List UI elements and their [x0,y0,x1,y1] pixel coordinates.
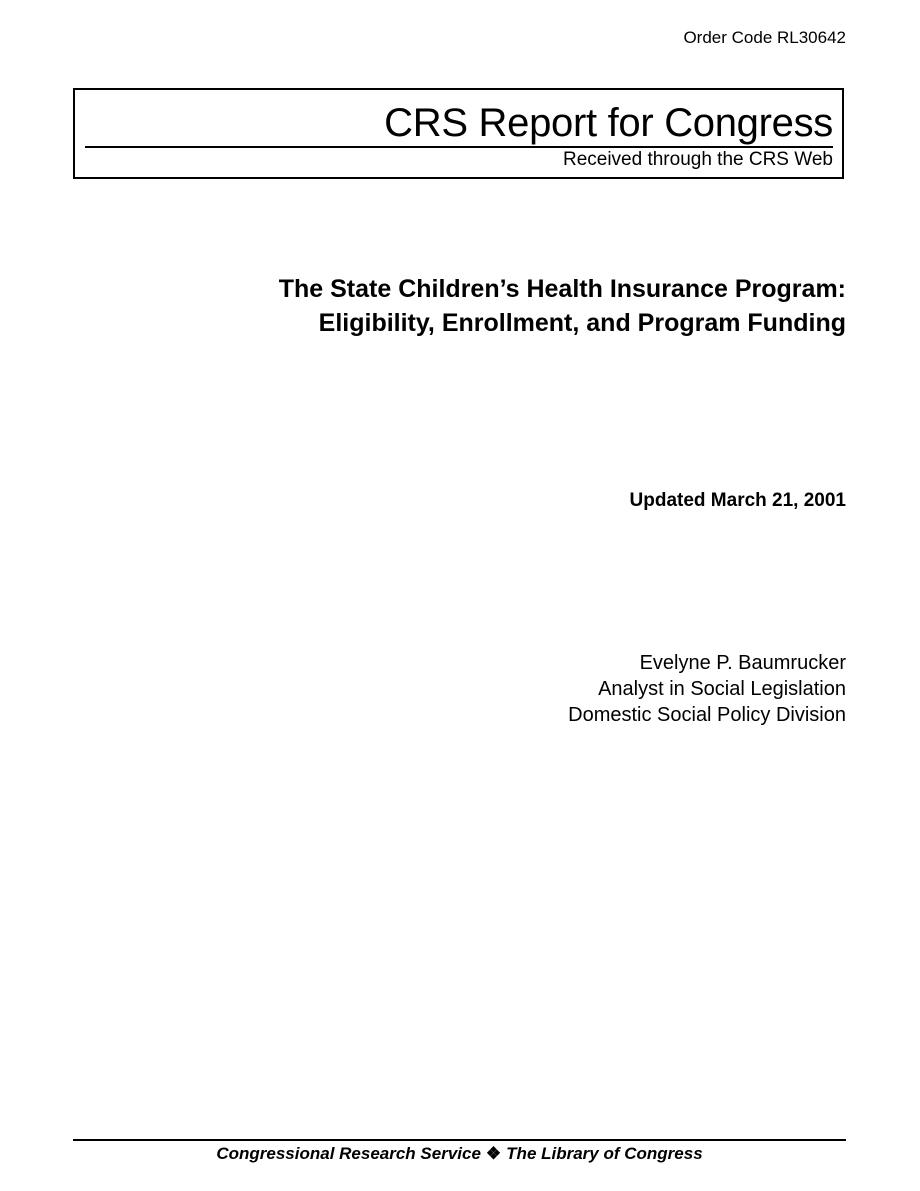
footer [73,1143,846,1165]
document-title-line-2: Eligibility, Enrollment, and Program Funding [318,309,846,337]
report-subtitle: Received through the CRS Web [562,149,833,170]
updated-date: Updated March 21, 2001 [629,490,846,511]
footer-separator-icon: ❖ [485,1144,502,1163]
report-header-box [73,88,844,179]
author-block [568,650,846,728]
footer-loc: The Library of Congress [506,1144,703,1163]
document-title [146,272,846,340]
author-name: Evelyne P. Baumrucker [639,652,846,674]
header-divider [85,146,833,148]
document-title-line-1: The State Children’s Health Insurance Program: [278,275,846,303]
author-position: Analyst in Social Legislation [598,678,846,700]
footer-crs: Congressional Research Service [216,1144,481,1163]
order-code: Order Code RL30642 [683,28,846,47]
author-division: Domestic Social Policy Division [568,704,846,726]
footer-divider [73,1139,846,1141]
report-title: CRS Report for Congress [384,101,833,145]
